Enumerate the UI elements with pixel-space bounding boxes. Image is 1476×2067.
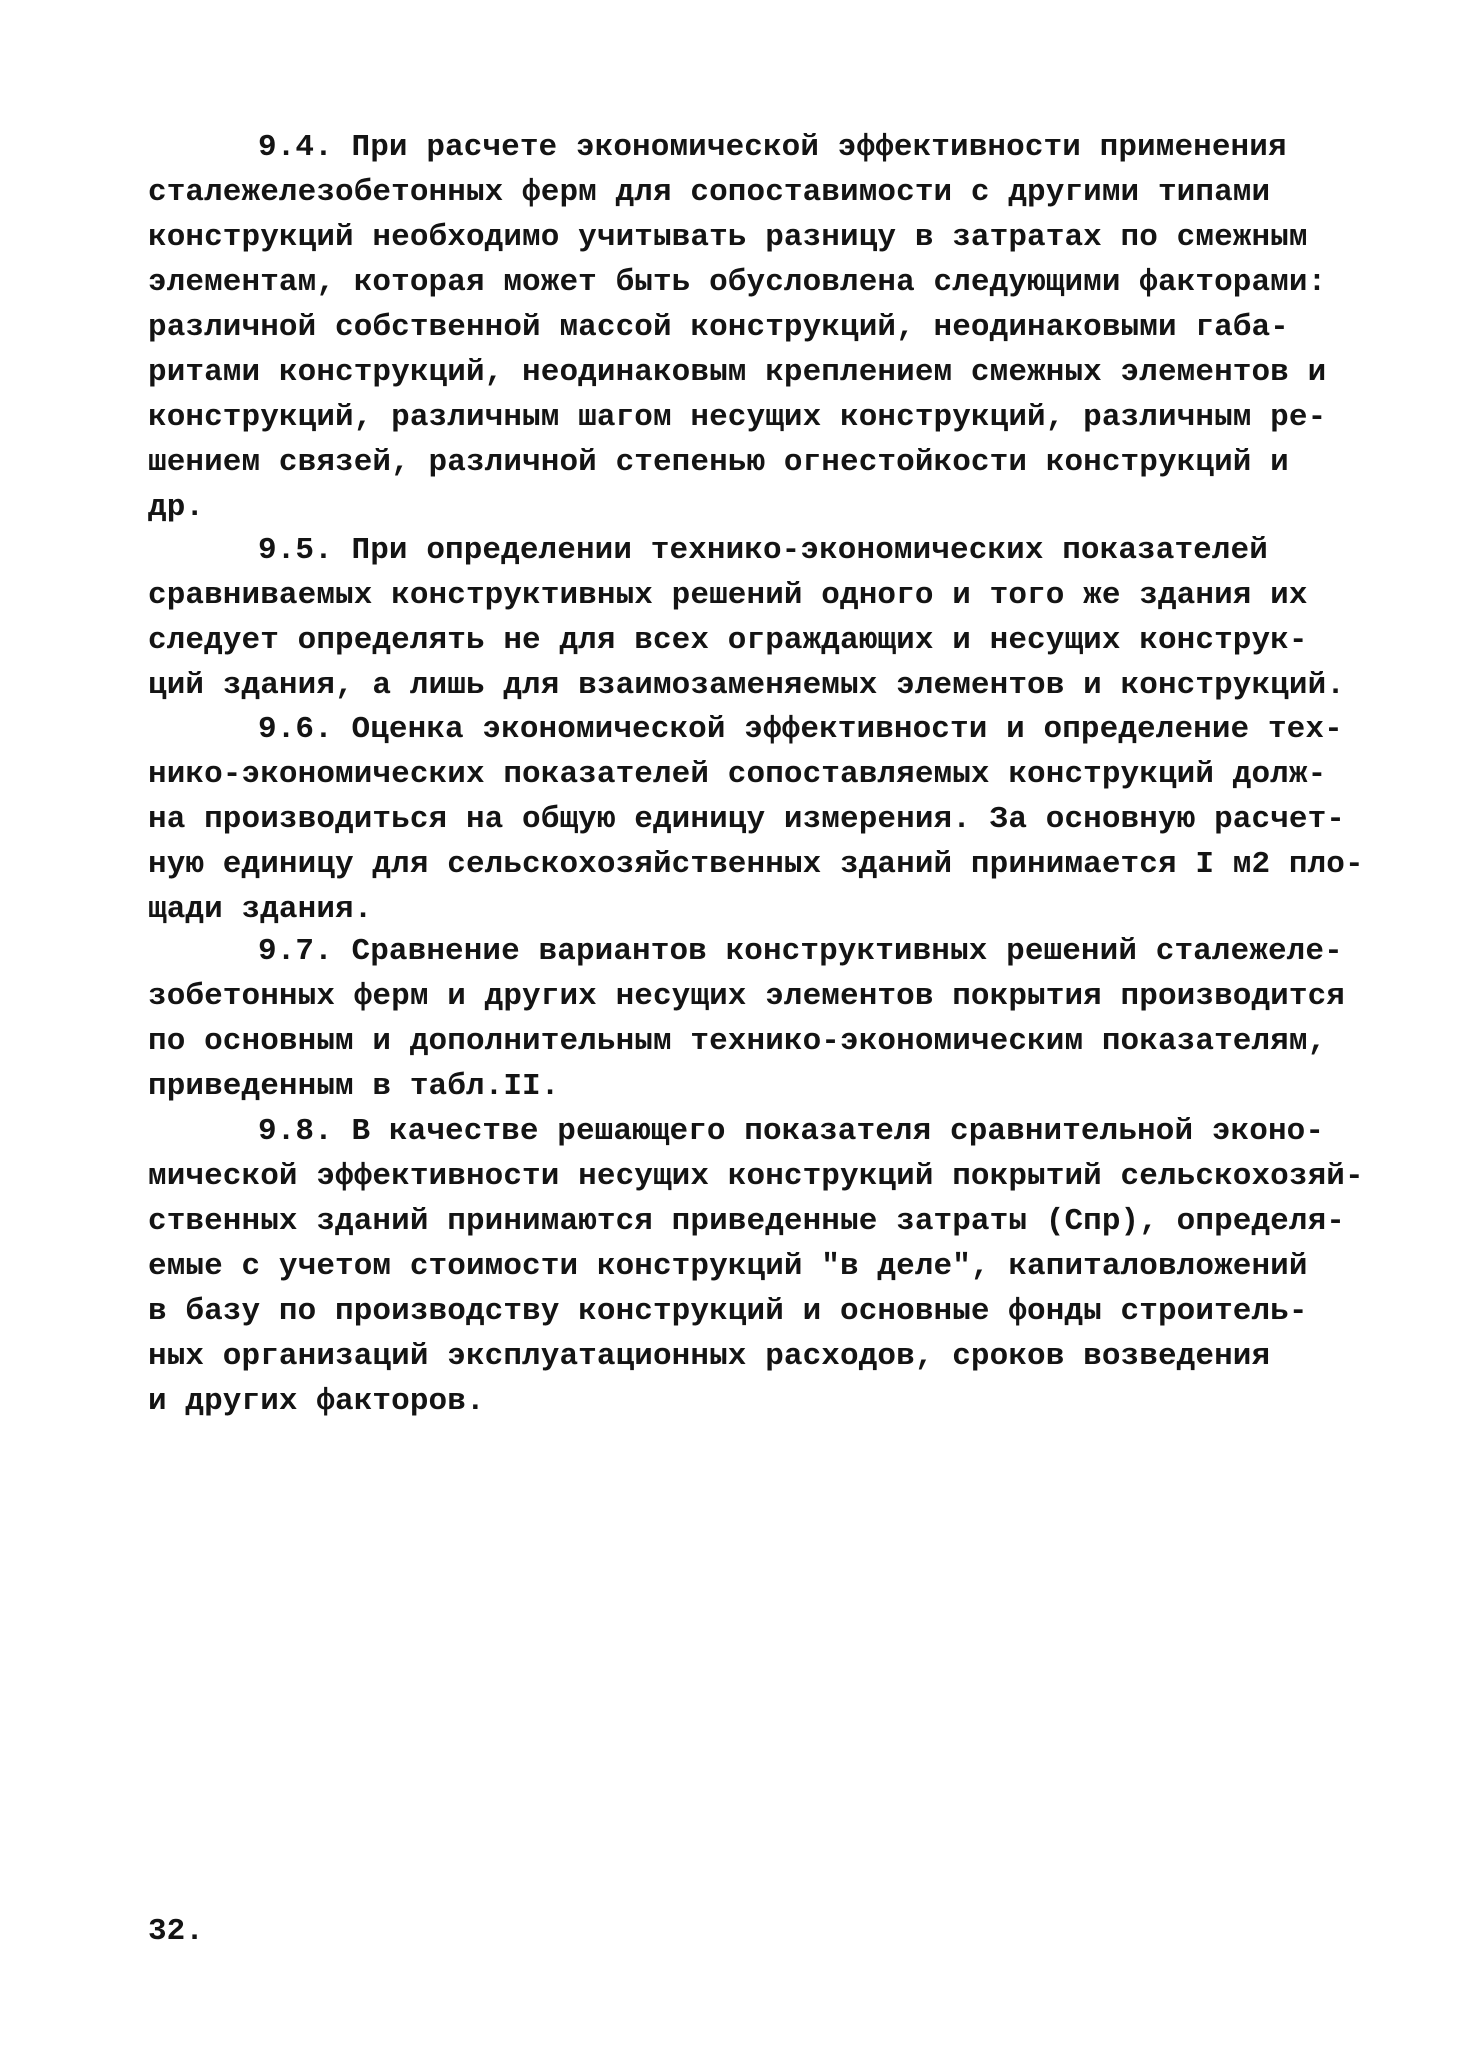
paragraph-line: др.: [148, 490, 205, 525]
paragraph-line: различной собственной массой конструкций, неодинаковыми габа-: [148, 310, 1289, 345]
paragraph-line: в базу по производству конструкций и основные фонды строитель-: [148, 1294, 1308, 1329]
paragraph-line: конструкций, различным шагом несущих конструкций, различным ре-: [148, 400, 1327, 435]
paragraph-line: на производиться на общую единицу измерения. За основную расчет-: [148, 802, 1345, 837]
paragraph-line: ций здания, а лишь для взаимозаменяемых элементов и конструкций.: [148, 668, 1345, 703]
paragraph-line: 9.6. Оценка экономической эффективности и определение тех-: [258, 712, 1343, 747]
paragraph-line: 9.5. При определении технико-экономических показателей: [258, 533, 1268, 568]
paragraph-line: нико-экономических показателей сопоставляемых конструкций долж-: [148, 757, 1327, 792]
page-number: 32.: [148, 1914, 204, 1949]
paragraph-line: зобетонных ферм и других несущих элементов покрытия производится: [148, 979, 1345, 1014]
paragraph-line: по основным и дополнительным технико-экономическим показателям,: [148, 1024, 1327, 1059]
paragraph-line: и других факторов.: [148, 1384, 485, 1419]
paragraph-line: емые с учетом стоимости конструкций "в деле", капиталовложений: [148, 1249, 1308, 1284]
paragraph-line: 9.7. Сравнение вариантов конструктивных решений сталежеле-: [258, 934, 1343, 969]
paragraph-line: конструкций необходимо учитывать разницу в затратах по смежным: [148, 220, 1308, 255]
paragraph-line: мической эффективности несущих конструкций покрытий сельскохозяй-: [148, 1159, 1364, 1194]
paragraph-line: ных организаций эксплуатационных расходов, сроков возведения: [148, 1339, 1271, 1374]
paragraph-line: ритами конструкций, неодинаковым креплением смежных элементов и: [148, 355, 1327, 390]
paragraph-line: сравниваемых конструктивных решений одного и того же здания их: [148, 578, 1308, 613]
paragraph-line: элементам, которая может быть обусловлена следующими факторами:: [148, 265, 1327, 300]
paragraph-line: сталежелезобетонных ферм для сопоставимости с другими типами: [148, 175, 1271, 210]
paragraph-line: 9.4. При расчете экономической эффективности применения: [258, 130, 1287, 165]
paragraph-line: приведенным в табл.II.: [148, 1069, 560, 1104]
paragraph-line: шением связей, различной степенью огнестойкости конструкций и: [148, 445, 1289, 480]
paragraph-line: ственных зданий принимаются приведенные затраты (Спр), определя-: [148, 1204, 1345, 1239]
paragraph-line: 9.8. В качестве решающего показателя сравнительной эконо-: [258, 1114, 1325, 1149]
paragraph-line: щади здания.: [148, 892, 373, 927]
paragraph-line: ную единицу для сельскохозяйственных зданий принимается I м2 пло-: [148, 847, 1364, 882]
paragraph-line: следует определять не для всех ограждающих и несущих конструк-: [148, 623, 1308, 658]
